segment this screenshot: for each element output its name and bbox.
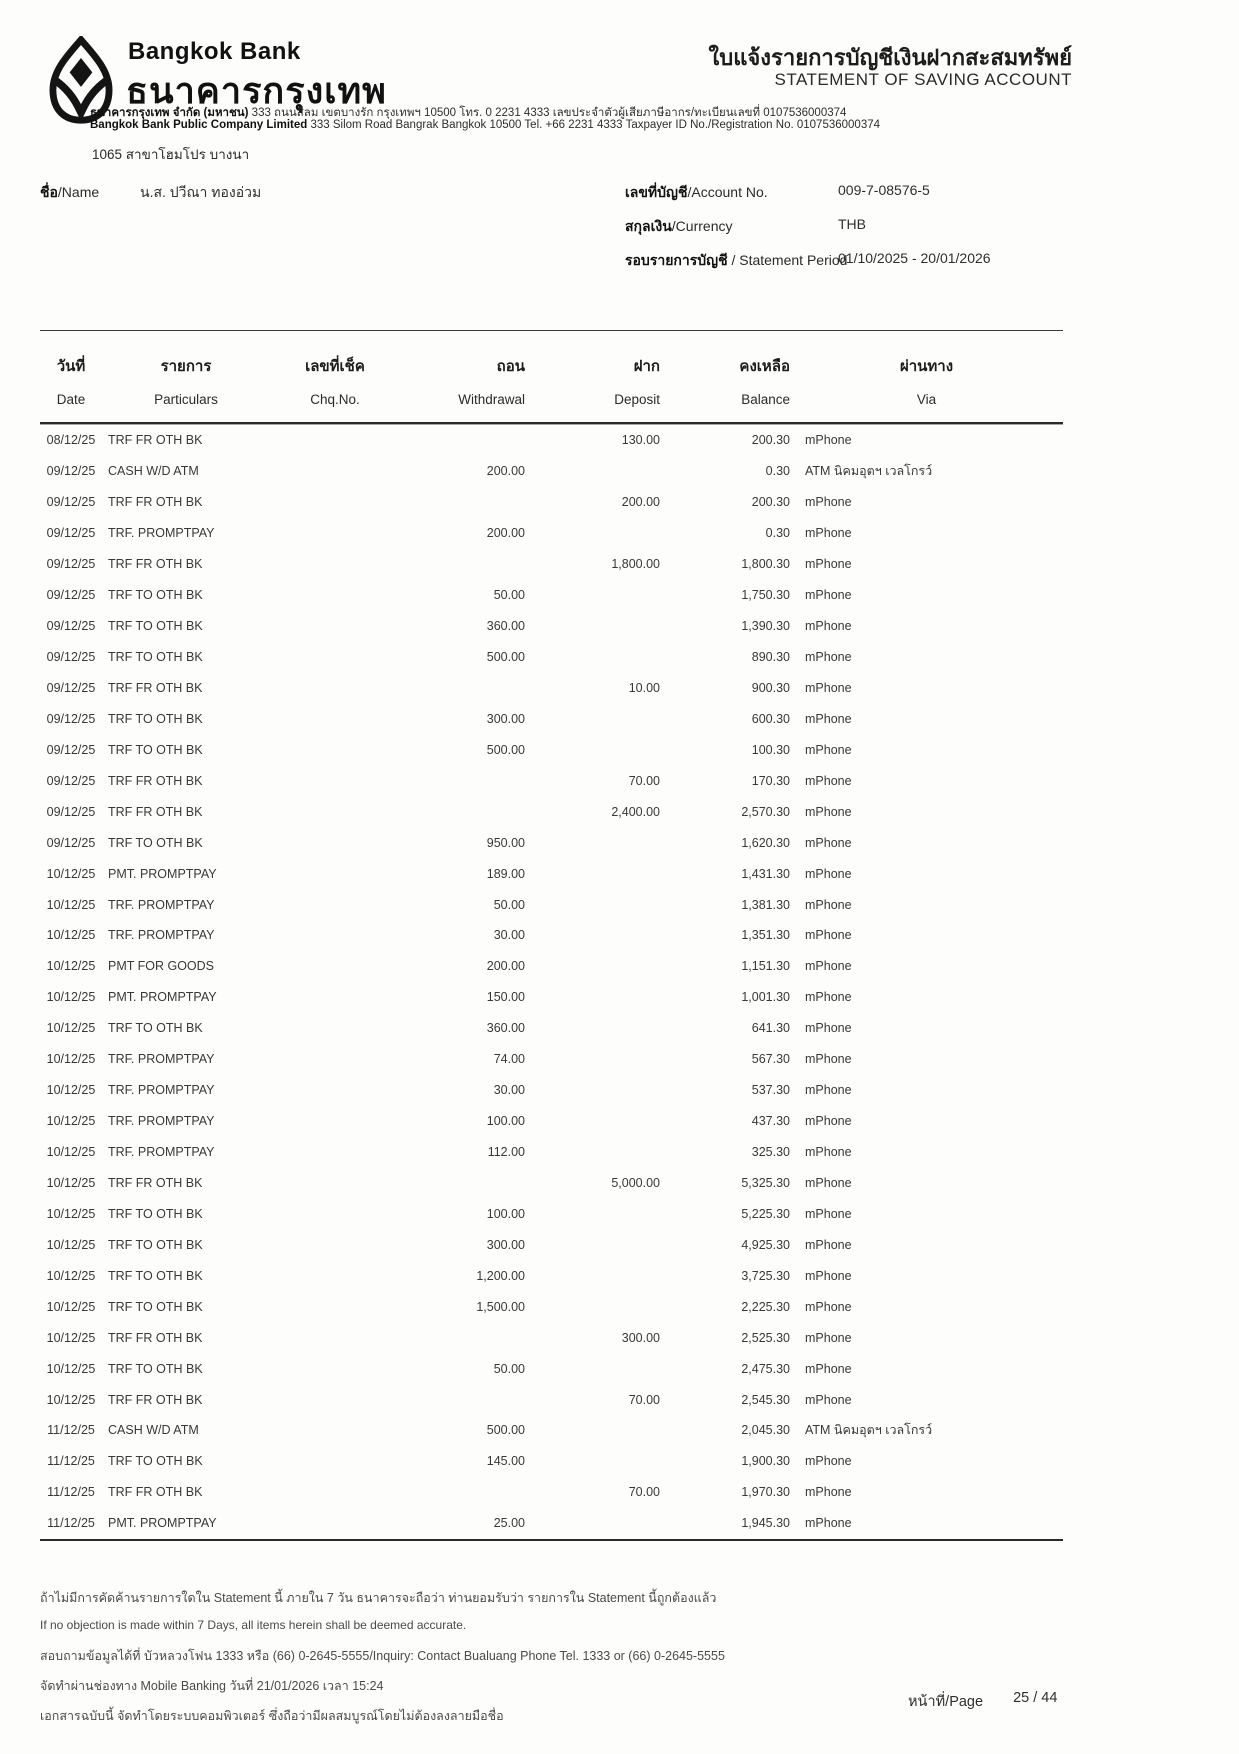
transaction-row — [40, 1415, 1063, 1446]
cell-via: mPhone — [805, 526, 852, 541]
cell-date: 10/12/25 — [46, 1206, 96, 1221]
cell-date: 10/12/25 — [46, 1145, 96, 1160]
cell-withdrawal: 1,200.00 — [476, 1268, 525, 1283]
cell-date: 09/12/25 — [46, 619, 96, 634]
cell-date: 09/12/25 — [46, 835, 96, 850]
cell-date: 09/12/25 — [46, 526, 96, 541]
cell-balance: 600.30 — [751, 711, 790, 726]
cell-deposit: 70.00 — [628, 773, 660, 788]
header-date-th: วันที่ — [56, 358, 86, 375]
cell-via: mPhone — [805, 990, 852, 1005]
cell-balance: 5,225.30 — [741, 1206, 790, 1221]
bank-legal-name-thai: ธนาคารกรุงเทพ จำกัด (มหาชน) — [90, 107, 249, 119]
cell-particulars: TRF FR OTH BK — [108, 680, 203, 695]
document-title-thai: ใบแจ้งรายการบัญชีเงินฝากสะสมทรัพย์ — [708, 45, 1072, 70]
cell-via: mPhone — [805, 835, 852, 850]
header-balance-en: Balance — [741, 392, 790, 407]
transaction-row — [40, 1013, 1063, 1044]
header-chq-no-th: เลขที่เช็ค — [305, 358, 365, 375]
cell-via: mPhone — [805, 1237, 852, 1252]
cell-withdrawal: 74.00 — [493, 1052, 525, 1067]
cell-particulars: TRF TO OTH BK — [108, 742, 203, 757]
cell-via: mPhone — [805, 1299, 852, 1314]
transaction-row — [40, 703, 1063, 734]
cell-balance: 1,750.30 — [741, 588, 790, 603]
cell-particulars: PMT FOR GOODS — [108, 959, 215, 974]
cell-particulars: TRF TO OTH BK — [108, 1021, 203, 1036]
transaction-row — [40, 425, 1063, 456]
cell-balance: 1,431.30 — [741, 866, 790, 881]
table-header-english — [40, 391, 1063, 409]
cell-particulars: TRF FR OTH BK — [108, 557, 203, 572]
transaction-row — [40, 1291, 1063, 1322]
cell-via: mPhone — [805, 495, 852, 510]
cell-balance: 1,351.30 — [741, 928, 790, 943]
transaction-row — [40, 487, 1063, 518]
cell-deposit: 70.00 — [628, 1485, 660, 1500]
transaction-row — [40, 889, 1063, 920]
cell-particulars: TRF TO OTH BK — [108, 711, 203, 726]
cell-particulars: TRF FR OTH BK — [108, 1330, 203, 1345]
cell-via: mPhone — [805, 773, 852, 788]
header-deposit-en: Deposit — [614, 392, 660, 407]
cell-date: 10/12/25 — [46, 1299, 96, 1314]
transaction-row — [40, 611, 1063, 642]
transaction-row — [40, 1384, 1063, 1415]
cell-date: 10/12/25 — [46, 1114, 96, 1129]
cell-balance: 2,045.30 — [741, 1423, 790, 1438]
cell-particulars: TRF FR OTH BK — [108, 1392, 203, 1407]
cell-via: mPhone — [805, 680, 852, 695]
page-number — [908, 1690, 1057, 1713]
cell-date: 10/12/25 — [46, 1021, 96, 1036]
page-number-value: 25 / 44 — [1013, 1690, 1058, 1706]
footer-inquiry: สอบถามข้อมูลได้ที่ บัวหลวงโฟน 1333 หรือ (66) 0-2645-5555/Inquiry: Contact Bualuang Phone Tel. 1333 or (66) 0-2645-5555 — [40, 1649, 725, 1663]
cell-particulars: TRF. PROMPTPAY — [108, 1114, 215, 1129]
cell-date: 09/12/25 — [46, 680, 96, 695]
table-header-thai — [40, 357, 1063, 377]
transaction-row — [40, 1106, 1063, 1137]
cell-via: mPhone — [805, 433, 852, 448]
cell-particulars: TRF. PROMPTPAY — [108, 1083, 215, 1098]
transaction-row — [40, 1198, 1063, 1229]
transaction-row — [40, 1260, 1063, 1291]
cell-withdrawal: 500.00 — [486, 650, 525, 665]
cell-balance: 890.30 — [751, 650, 790, 665]
cell-deposit: 1,800.00 — [611, 557, 660, 572]
cell-via: mPhone — [805, 619, 852, 634]
cell-date: 11/12/25 — [47, 1485, 95, 1500]
cell-via: mPhone — [805, 1361, 852, 1376]
cell-date: 08/12/25 — [46, 433, 96, 448]
header-withdrawal-th: ถอน — [496, 358, 525, 375]
cell-balance: 5,325.30 — [741, 1175, 790, 1190]
page-number-label: หน้าที่/Page — [908, 1694, 984, 1710]
transaction-row — [40, 673, 1063, 704]
transaction-row — [40, 1168, 1063, 1199]
cell-date: 10/12/25 — [46, 897, 96, 912]
transaction-row — [40, 982, 1063, 1013]
header-withdrawal-en: Withdrawal — [458, 392, 525, 407]
header-via-en: Via — [916, 392, 937, 407]
cell-via: mPhone — [805, 1485, 852, 1500]
cell-particulars: TRF FR OTH BK — [108, 433, 203, 448]
cell-date: 09/12/25 — [46, 773, 96, 788]
cell-deposit: 130.00 — [621, 433, 660, 448]
cell-balance: 1,381.30 — [741, 897, 790, 912]
cell-date: 09/12/25 — [46, 464, 96, 479]
cell-balance: 437.30 — [751, 1114, 790, 1129]
cell-withdrawal: 500.00 — [486, 1423, 525, 1438]
cell-date: 10/12/25 — [46, 1175, 96, 1190]
cell-date: 09/12/25 — [46, 495, 96, 510]
cell-balance: 200.30 — [751, 495, 790, 510]
transaction-row — [40, 1229, 1063, 1260]
cell-date: 10/12/25 — [46, 1052, 96, 1067]
header-chq-no-en: Chq.No. — [310, 392, 360, 407]
cell-particulars: TRF TO OTH BK — [108, 1454, 203, 1469]
transaction-row — [40, 1353, 1063, 1384]
cell-balance: 200.30 — [751, 433, 790, 448]
cell-particulars: TRF TO OTH BK — [108, 1361, 203, 1376]
cell-date: 09/12/25 — [46, 650, 96, 665]
cell-balance: 1,620.30 — [741, 835, 790, 850]
cell-withdrawal: 950.00 — [486, 835, 525, 850]
cell-withdrawal: 360.00 — [486, 619, 525, 634]
transaction-row — [40, 1075, 1063, 1106]
cell-withdrawal: 50.00 — [493, 1361, 525, 1376]
cell-balance: 537.30 — [751, 1083, 790, 1098]
cell-balance: 2,525.30 — [741, 1330, 790, 1345]
cell-balance: 567.30 — [751, 1052, 790, 1067]
footer-notice-english: If no objection is made within 7 Days, all items herein shall be deemed accurate. — [40, 1618, 467, 1632]
cell-via: mPhone — [805, 1052, 852, 1067]
cell-withdrawal: 200.00 — [486, 959, 525, 974]
cell-particulars: TRF. PROMPTPAY — [108, 897, 215, 912]
cell-particulars: TRF TO OTH BK — [108, 650, 203, 665]
cell-withdrawal: 112.00 — [487, 1145, 525, 1160]
cell-via: mPhone — [805, 1268, 852, 1283]
cell-deposit: 200.00 — [621, 495, 660, 510]
cell-date: 11/12/25 — [47, 1516, 95, 1531]
cell-particulars: TRF TO OTH BK — [108, 619, 203, 634]
cell-date: 09/12/25 — [46, 711, 96, 726]
account-no-label: เลขที่บัญชี/Account No. — [625, 184, 768, 200]
cell-via: mPhone — [805, 1021, 852, 1036]
cell-balance: 1,001.30 — [741, 990, 790, 1005]
cell-withdrawal: 189.00 — [486, 866, 525, 881]
cell-deposit: 10.00 — [628, 680, 660, 695]
cell-via: mPhone — [805, 1114, 852, 1129]
bank-address-english — [90, 119, 1090, 131]
cell-via: mPhone — [805, 711, 852, 726]
account-no-value: 009-7-08576-5 — [838, 182, 930, 198]
transaction-row — [40, 951, 1063, 982]
cell-balance: 900.30 — [751, 680, 790, 695]
cell-date: 10/12/25 — [46, 1330, 96, 1345]
cell-via: mPhone — [805, 588, 852, 603]
cell-date: 11/12/25 — [47, 1454, 95, 1469]
footer-generated-via: จัดทำผ่านช่องทาง Mobile Banking วันที่ 21/01/2026 เวลา 15:24 — [40, 1679, 384, 1693]
cell-withdrawal: 50.00 — [493, 588, 525, 603]
statement-period-value: 01/10/2025 - 20/01/2026 — [838, 250, 991, 266]
cell-particulars: TRF FR OTH BK — [108, 495, 203, 510]
transaction-row — [40, 827, 1063, 858]
cell-withdrawal: 150.00 — [486, 990, 525, 1005]
cell-balance: 3,725.30 — [741, 1268, 790, 1283]
cell-balance: 100.30 — [751, 742, 790, 757]
cell-date: 10/12/25 — [46, 959, 96, 974]
cell-withdrawal: 145.00 — [486, 1454, 525, 1469]
cell-particulars: TRF TO OTH BK — [108, 1268, 203, 1283]
cell-particulars: CASH W/D ATM — [108, 1423, 199, 1438]
cell-date: 10/12/25 — [46, 928, 96, 943]
cell-withdrawal: 200.00 — [486, 464, 525, 479]
footer-notice-thai: ถ้าไม่มีการคัดค้านรายการใดใน Statement นี้ ภายใน 7 วัน ธนาคารจะถือว่า ท่านยอมรับว่า รายการใน Statement นี้ถูกต้องแล้ว — [40, 1591, 717, 1605]
transaction-row — [40, 1322, 1063, 1353]
cell-particulars: TRF TO OTH BK — [108, 1299, 203, 1314]
bank-address-english-text: 333 Silom Road Bangrak Bangkok 10500 Tel. +66 2231 4333 Taxpayer ID No./Registration No. 0107536000374 — [307, 119, 881, 131]
transaction-row — [40, 1446, 1063, 1477]
cell-withdrawal: 500.00 — [486, 742, 525, 757]
cell-via: mPhone — [805, 1330, 852, 1345]
cell-via: mPhone — [805, 959, 852, 974]
cell-via: mPhone — [805, 1206, 852, 1221]
cell-via: mPhone — [805, 742, 852, 757]
transaction-row — [40, 518, 1063, 549]
cell-particulars: TRF TO OTH BK — [108, 835, 203, 850]
transaction-row — [40, 734, 1063, 765]
transaction-row — [40, 549, 1063, 580]
document-title-english: STATEMENT OF SAVING ACCOUNT — [774, 70, 1072, 89]
table-bottom-rule — [40, 1539, 1063, 1541]
transaction-row — [40, 796, 1063, 827]
cell-withdrawal: 360.00 — [486, 1021, 525, 1036]
cell-particulars: PMT. PROMPTPAY — [108, 990, 217, 1005]
cell-balance: 1,390.30 — [741, 619, 790, 634]
cell-deposit: 300.00 — [621, 1330, 660, 1345]
cell-particulars: TRF. PROMPTPAY — [108, 526, 215, 541]
cell-date: 10/12/25 — [46, 1392, 96, 1407]
bank-legal-name-english: Bangkok Bank Public Company Limited — [90, 119, 308, 131]
cell-date: 10/12/25 — [46, 1268, 96, 1283]
cell-balance: 1,900.30 — [741, 1454, 790, 1469]
cell-withdrawal: 200.00 — [486, 526, 525, 541]
cell-via: ATM นิคมอุตฯ เวลโกรว์ — [805, 1423, 933, 1438]
cell-particulars: TRF FR OTH BK — [108, 1175, 203, 1190]
cell-via: ATM นิคมอุตฯ เวลโกรว์ — [805, 464, 933, 479]
cell-particulars: TRF TO OTH BK — [108, 1206, 203, 1221]
header-deposit-th: ฝาก — [633, 358, 660, 375]
branch-name: 1065 สาขาโฮมโปร บางนา — [92, 147, 250, 162]
transaction-row — [40, 456, 1063, 487]
cell-particulars: TRF FR OTH BK — [108, 804, 203, 819]
cell-balance: 0.30 — [765, 464, 790, 479]
cell-particulars: TRF TO OTH BK — [108, 588, 203, 603]
bank-address-thai-text: 333 ถนนสีลม เขตบางรัก กรุงเทพฯ 10500 โทร. 0 2231 4333 เลขประจำตัวผู้เสียภาษีอากร/ทะเบียนเลขที่ 0107536000374 — [248, 107, 847, 119]
cell-balance: 641.30 — [751, 1021, 790, 1036]
cell-via: mPhone — [805, 1083, 852, 1098]
transaction-row — [40, 765, 1063, 796]
cell-particulars: TRF. PROMPTPAY — [108, 928, 215, 943]
cell-balance: 170.30 — [751, 773, 790, 788]
cell-deposit: 5,000.00 — [611, 1175, 660, 1190]
cell-particulars: TRF. PROMPTPAY — [108, 1145, 215, 1160]
cell-balance: 1,945.30 — [741, 1516, 790, 1531]
cell-via: mPhone — [805, 650, 852, 665]
transaction-row — [40, 920, 1063, 951]
cell-via: mPhone — [805, 557, 852, 572]
cell-withdrawal: 100.00 — [486, 1206, 525, 1221]
cell-particulars: PMT. PROMPTPAY — [108, 866, 217, 881]
transaction-row — [40, 1137, 1063, 1168]
cell-particulars: CASH W/D ATM — [108, 464, 199, 479]
cell-balance: 2,225.30 — [741, 1299, 790, 1314]
cell-balance: 4,925.30 — [741, 1237, 790, 1252]
cell-via: mPhone — [805, 1392, 852, 1407]
cell-date: 09/12/25 — [46, 804, 96, 819]
header-particulars-en: Particulars — [154, 392, 218, 407]
cell-date: 10/12/25 — [46, 990, 96, 1005]
cell-date: 09/12/25 — [46, 742, 96, 757]
transaction-row — [40, 858, 1063, 889]
currency-value: THB — [838, 216, 866, 232]
footer-computer-generated: เอกสารฉบับนี้ จัดทำโดยระบบคอมพิวเตอร์ ซึ่งถือว่ามีผลสมบูรณ์โดยไม่ต้องลงลายมือชื่อ — [40, 1709, 504, 1723]
cell-date: 10/12/25 — [46, 1237, 96, 1252]
cell-withdrawal: 300.00 — [486, 1237, 525, 1252]
cell-date: 10/12/25 — [46, 866, 96, 881]
cell-withdrawal: 1,500.00 — [476, 1299, 525, 1314]
header-date-en: Date — [56, 392, 86, 407]
cell-date: 09/12/25 — [46, 557, 96, 572]
cell-deposit: 2,400.00 — [611, 804, 660, 819]
cell-via: mPhone — [805, 1454, 852, 1469]
header-balance-th: คงเหลือ — [739, 358, 790, 375]
transaction-rows — [40, 425, 1063, 1539]
transaction-row — [40, 580, 1063, 611]
cell-withdrawal: 100.00 — [486, 1114, 525, 1129]
cell-balance: 2,545.30 — [741, 1392, 790, 1407]
bank-name-thai: ธนาคารกรุงเทพ — [126, 70, 387, 111]
cell-balance: 1,970.30 — [741, 1485, 790, 1500]
cell-withdrawal: 25.00 — [493, 1516, 525, 1531]
cell-particulars: TRF FR OTH BK — [108, 773, 203, 788]
cell-date: 09/12/25 — [46, 588, 96, 603]
bank-name-english: Bangkok Bank — [128, 38, 301, 65]
transaction-row — [40, 1477, 1063, 1508]
cell-via: mPhone — [805, 804, 852, 819]
cell-via: mPhone — [805, 897, 852, 912]
cell-via: mPhone — [805, 1175, 852, 1190]
cell-date: 10/12/25 — [46, 1361, 96, 1376]
transaction-row — [40, 642, 1063, 673]
transaction-row — [40, 1044, 1063, 1075]
header-particulars-th: รายการ — [160, 358, 212, 375]
cell-balance: 0.30 — [765, 526, 790, 541]
cell-balance: 325.30 — [751, 1145, 790, 1160]
transaction-row — [40, 1508, 1063, 1539]
name-label: ชื่อ/Name — [40, 184, 100, 200]
cell-withdrawal: 30.00 — [493, 928, 525, 943]
cell-balance: 2,570.30 — [741, 804, 790, 819]
table-top-rule — [40, 330, 1063, 331]
cell-particulars: TRF TO OTH BK — [108, 1237, 203, 1252]
cell-balance: 1,151.30 — [741, 959, 790, 974]
cell-particulars: TRF FR OTH BK — [108, 1485, 203, 1500]
cell-via: mPhone — [805, 866, 852, 881]
cell-balance: 1,800.30 — [741, 557, 790, 572]
cell-withdrawal: 300.00 — [486, 711, 525, 726]
cell-particulars: TRF. PROMPTPAY — [108, 1052, 215, 1067]
transactions-table — [40, 330, 1063, 1541]
statement-period-label: รอบรายการบัญชี / Statement Period — [625, 252, 848, 268]
account-holder-name: น.ส. ปวีณา ทองอ่วม — [140, 184, 262, 200]
cell-balance: 2,475.30 — [741, 1361, 790, 1376]
cell-date: 10/12/25 — [46, 1083, 96, 1098]
cell-withdrawal: 50.00 — [493, 897, 525, 912]
cell-particulars: PMT. PROMPTPAY — [108, 1516, 217, 1531]
header-via-th: ผ่านทาง — [899, 358, 954, 375]
cell-via: mPhone — [805, 928, 852, 943]
cell-via: mPhone — [805, 1145, 852, 1160]
cell-deposit: 70.00 — [628, 1392, 660, 1407]
cell-withdrawal: 30.00 — [493, 1083, 525, 1098]
cell-date: 11/12/25 — [47, 1423, 95, 1438]
cell-via: mPhone — [805, 1516, 852, 1531]
currency-label: สกุลเงิน/Currency — [625, 218, 733, 234]
